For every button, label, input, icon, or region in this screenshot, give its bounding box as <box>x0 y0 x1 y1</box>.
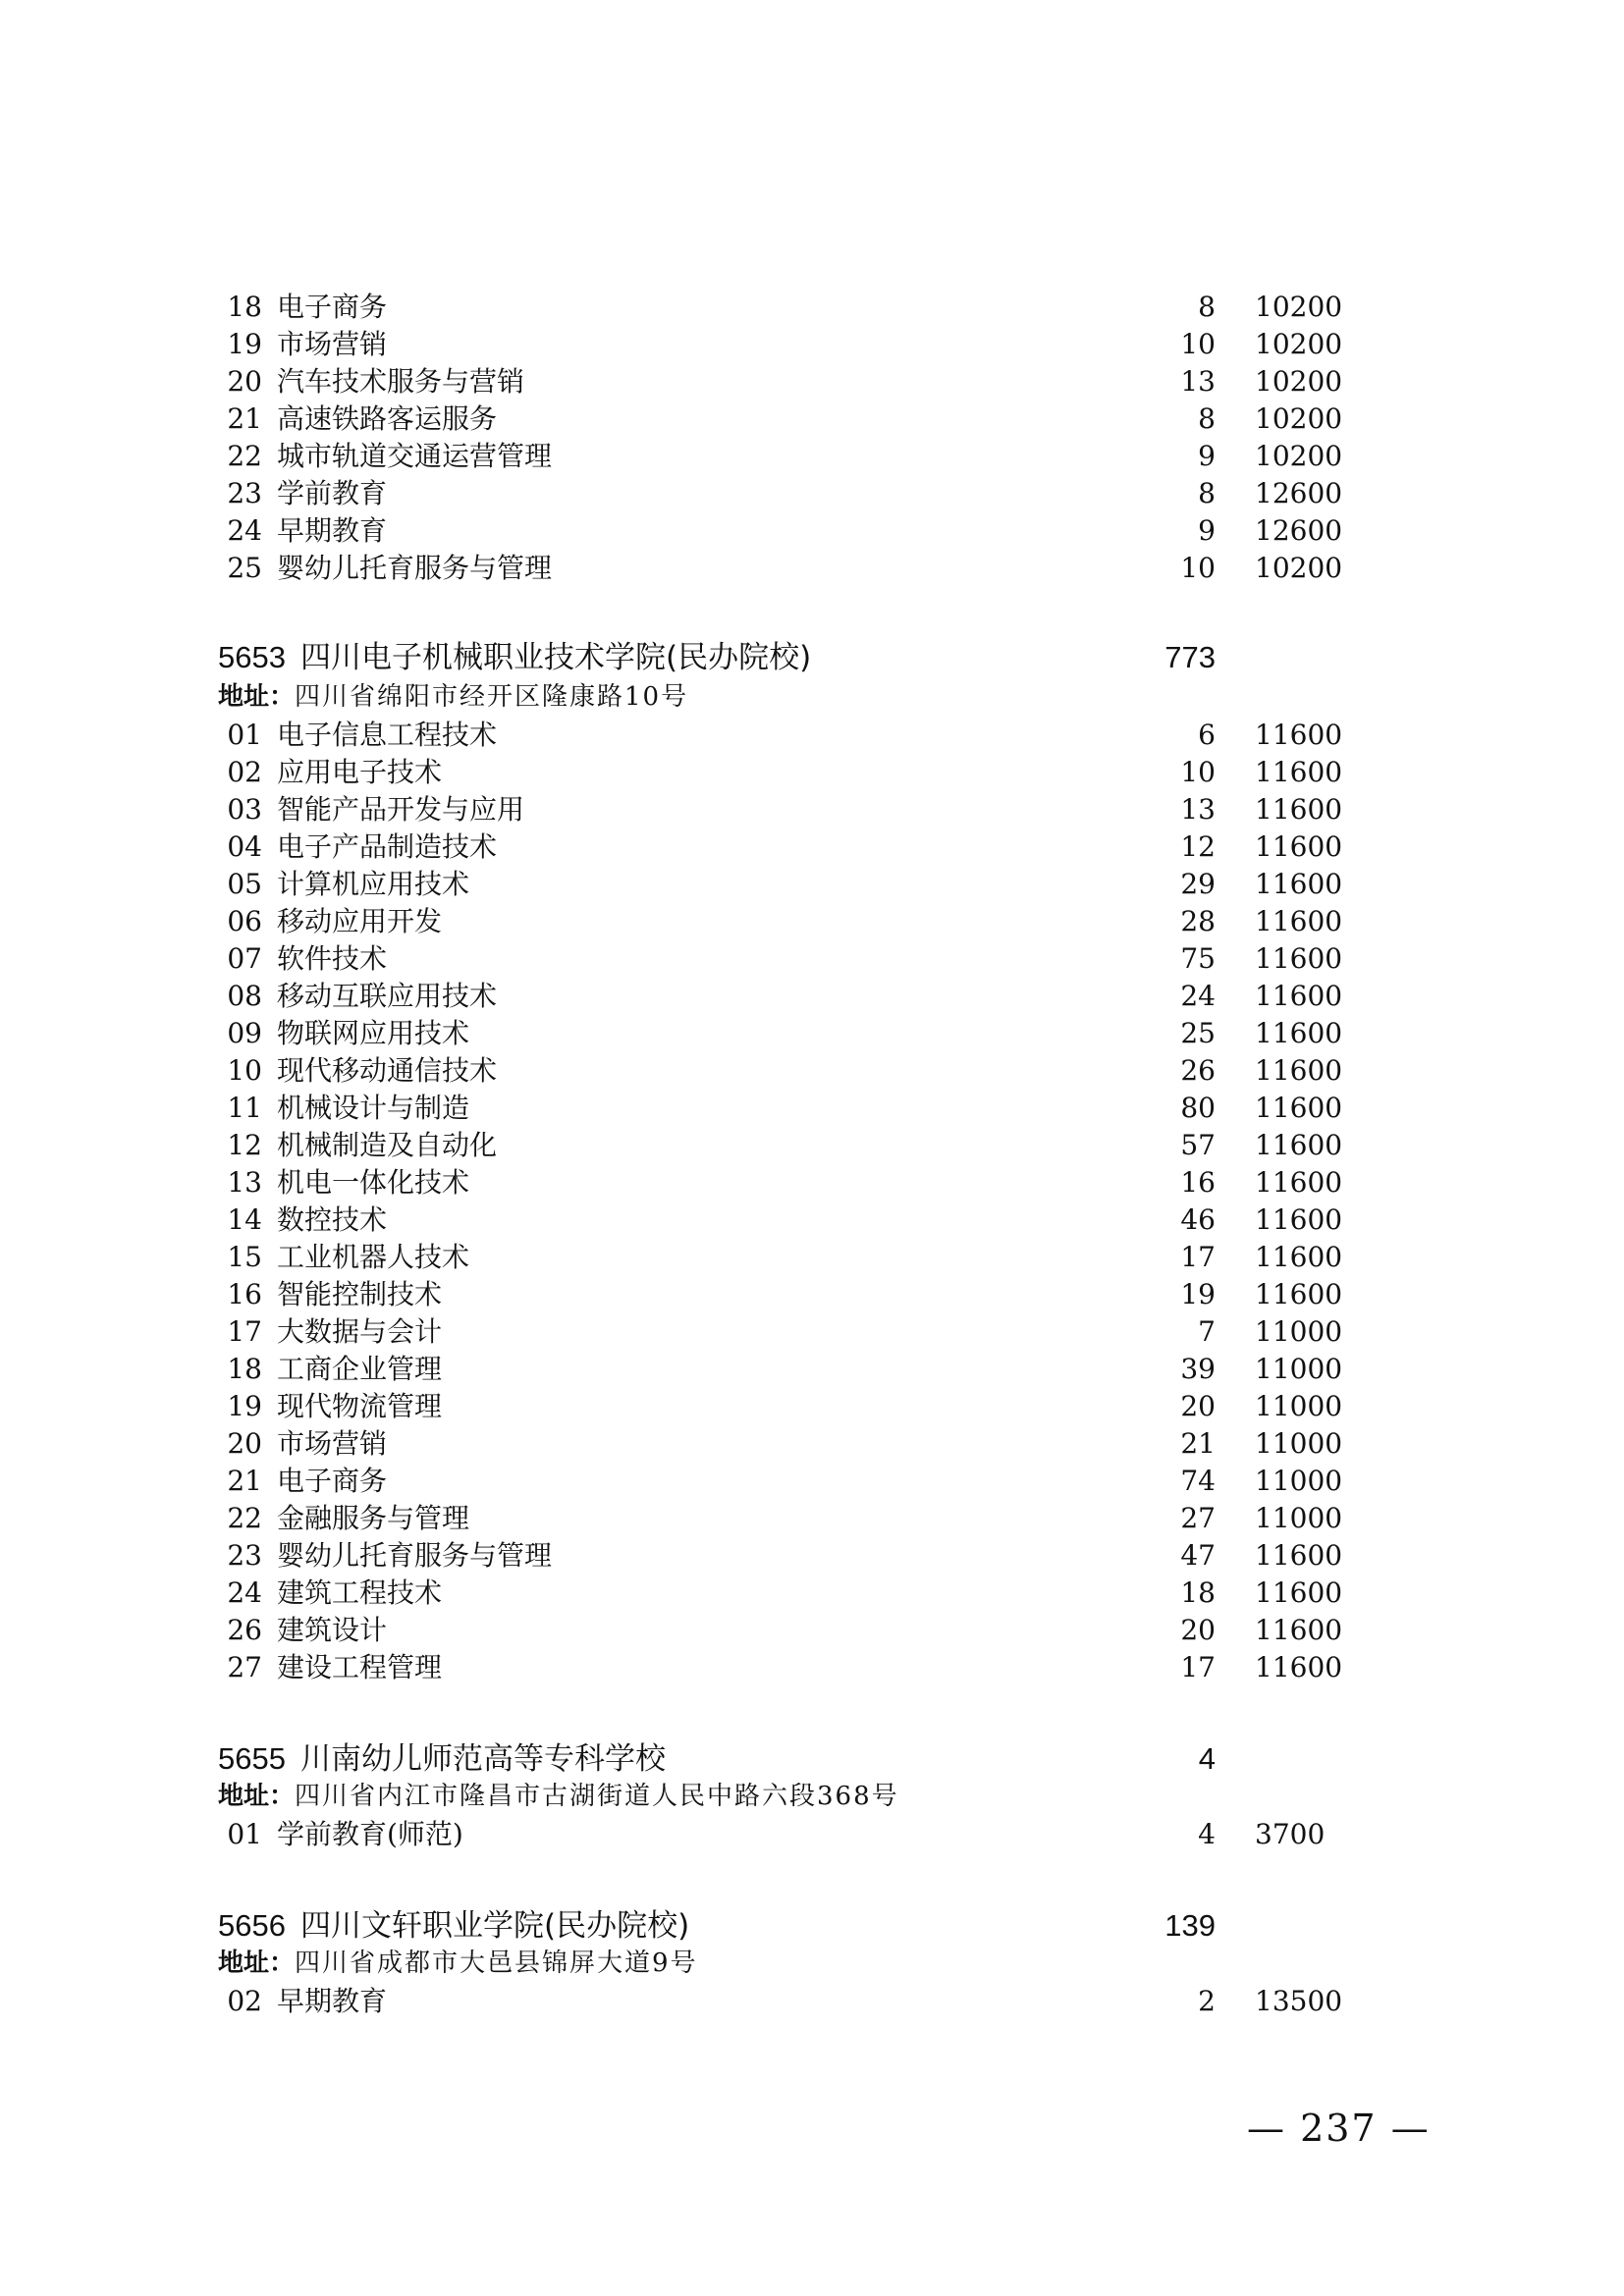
table-row: 14 数控技术 46 11600 <box>227 1203 1343 1236</box>
list-item: 25 婴幼儿托育服务与管理 10 10200 <box>227 552 1343 584</box>
table-row: 19 现代物流管理 20 11000 <box>227 1390 1343 1422</box>
table-row: 04 电子产品制造技术 12 11600 <box>227 830 1343 863</box>
school-name: 四川文轩职业学院(民办院校) <box>300 1908 690 1944</box>
school-total-quota: 773 <box>1164 640 1216 674</box>
school-total-quota: 4 <box>1198 1741 1216 1776</box>
table-row: 24 建筑工程技术 18 11600 <box>227 1576 1343 1609</box>
table-row: 11 机械设计与制造 80 11600 <box>227 1092 1343 1124</box>
table-row: 22 金融服务与管理 27 11000 <box>227 1502 1343 1534</box>
table-row: 13 机电一体化技术 16 11600 <box>227 1166 1343 1199</box>
table-row: 08 移动互联应用技术 24 11600 <box>227 980 1343 1012</box>
table-row: 12 机械制造及自动化 57 11600 <box>227 1129 1343 1161</box>
table-row: 02 应用电子技术 10 11600 <box>227 756 1343 788</box>
school-address: 地址：四川省成都市大邑县锦屏大道9号 <box>218 1949 698 1978</box>
table-row: 21 电子商务 74 11000 <box>227 1465 1343 1497</box>
list-item: 22 城市轨道交通运营管理 9 10200 <box>227 440 1343 472</box>
school-heading <box>0 1737 1624 1781</box>
list-item: 23 学前教育 8 12600 <box>227 477 1343 509</box>
table-row: 05 计算机应用技术 29 11600 <box>227 868 1343 900</box>
list-item: 21 高速铁路客运服务 8 10200 <box>227 402 1343 435</box>
school-name: 四川电子机械职业技术学院(民办院校) <box>300 640 812 675</box>
school-heading <box>0 1904 1624 1948</box>
table-row: 23 婴幼儿托育服务与管理 47 11600 <box>227 1539 1343 1572</box>
table-row: 16 智能控制技术 19 11600 <box>227 1278 1343 1310</box>
school-address: 地址：四川省绵阳市经开区隆康路10号 <box>218 682 689 712</box>
school-name: 川南幼儿师范高等专科学校 <box>300 1741 666 1777</box>
school-code: 5655 <box>218 1741 286 1776</box>
table-row: 02 早期教育 2 13500 <box>227 1985 1343 2017</box>
table-row: 09 物联网应用技术 25 11600 <box>227 1017 1343 1049</box>
table-row: 20 市场营销 21 11000 <box>227 1427 1343 1460</box>
school-heading <box>0 636 1624 679</box>
school-total-quota: 139 <box>1164 1908 1216 1943</box>
list-item: 19 市场营销 10 10200 <box>227 328 1343 360</box>
school-code: 5656 <box>218 1908 286 1943</box>
table-row: 27 建设工程管理 17 11600 <box>227 1651 1343 1683</box>
school-address: 地址：四川省内江市隆昌市古湖街道人民中路六段368号 <box>218 1782 899 1811</box>
table-row: 01 电子信息工程技术 6 11600 <box>227 719 1343 751</box>
table-row: 01 学前教育(师范) 4 3700 <box>227 1818 1326 1850</box>
school-code: 5653 <box>218 640 286 674</box>
table-row: 26 建筑设计 20 11600 <box>227 1614 1343 1646</box>
table-row: 17 大数据与会计 7 11000 <box>227 1315 1343 1348</box>
table-row: 10 现代移动通信技术 26 11600 <box>227 1054 1343 1087</box>
table-row: 15 工业机器人技术 17 11600 <box>227 1241 1343 1273</box>
table-row: 06 移动应用开发 28 11600 <box>227 905 1343 937</box>
table-row: 07 软件技术 75 11600 <box>227 942 1343 975</box>
list-item: 24 早期教育 9 12600 <box>227 514 1343 547</box>
page-number: — 237 — <box>1247 2107 1431 2150</box>
list-item: 18 电子商务 8 10200 <box>227 291 1343 323</box>
table-row: 03 智能产品开发与应用 13 11600 <box>227 793 1343 826</box>
table-row: 18 工商企业管理 39 11000 <box>227 1353 1343 1385</box>
list-item: 20 汽车技术服务与营销 13 10200 <box>227 365 1343 398</box>
